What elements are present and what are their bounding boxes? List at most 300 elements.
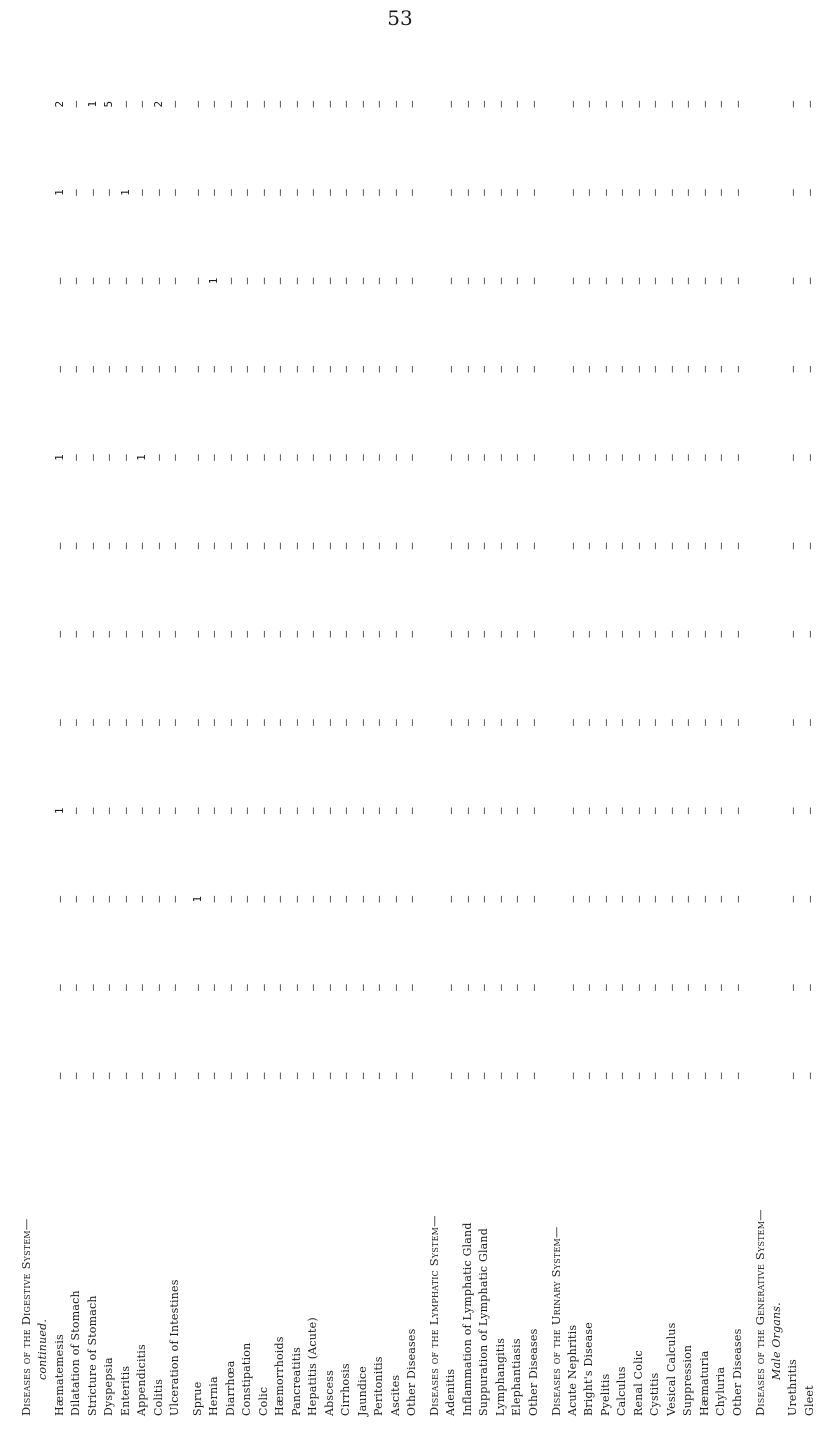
table-cell: — bbox=[52, 895, 66, 903]
table-cell: — bbox=[339, 277, 352, 285]
table-cell: — bbox=[648, 895, 661, 903]
row-cells bbox=[731, 60, 744, 1120]
table-cell: — bbox=[388, 365, 402, 373]
table-cell: — bbox=[730, 454, 744, 461]
table-cell: — bbox=[460, 807, 474, 815]
table-cell: — bbox=[207, 365, 220, 373]
table-cell: — bbox=[135, 100, 148, 108]
table-cell: — bbox=[510, 365, 523, 373]
table-cell: — bbox=[355, 807, 369, 815]
table-cell: — bbox=[802, 807, 816, 815]
row-label: Bright's Disease bbox=[582, 1322, 595, 1416]
table-cell: — bbox=[565, 100, 579, 108]
table-cell: — bbox=[444, 1072, 457, 1080]
table-cell: — bbox=[615, 542, 628, 550]
table-cell: — bbox=[339, 454, 352, 461]
table-cell: — bbox=[273, 984, 286, 991]
table-cell: — bbox=[256, 189, 270, 196]
table-cell: — bbox=[240, 630, 253, 638]
table-cell: — bbox=[493, 895, 507, 903]
table-cell: — bbox=[339, 719, 352, 726]
table-cell: — bbox=[615, 1072, 628, 1080]
table-cell: — bbox=[388, 189, 402, 196]
table-cell: — bbox=[85, 189, 99, 196]
table-cell: — bbox=[444, 365, 457, 373]
table-cell: — bbox=[223, 277, 237, 285]
row-label: Acute Nephritis bbox=[565, 1324, 579, 1416]
table-cell: — bbox=[526, 719, 540, 726]
table-cell: — bbox=[207, 719, 220, 726]
table-cell: — bbox=[802, 630, 816, 638]
table-cell: — bbox=[477, 630, 490, 638]
table-cell: — bbox=[339, 365, 352, 373]
table-cell: — bbox=[240, 807, 253, 815]
table-cell: — bbox=[526, 100, 540, 108]
table-cell: — bbox=[477, 984, 490, 991]
table-cell: — bbox=[648, 542, 661, 550]
table-cell: — bbox=[697, 1072, 711, 1080]
table-cell: — bbox=[256, 277, 270, 285]
table-cell: — bbox=[615, 189, 628, 196]
table-cell: — bbox=[714, 189, 727, 196]
table-cell: — bbox=[52, 542, 66, 550]
table-cell: — bbox=[52, 277, 66, 285]
table-cell: — bbox=[526, 630, 540, 638]
table-cell: — bbox=[118, 100, 132, 108]
table-cell: — bbox=[648, 277, 661, 285]
ledger-table bbox=[0, 60, 816, 1420]
table-cell: — bbox=[405, 277, 418, 285]
table-cell: — bbox=[289, 630, 303, 638]
table-cell: — bbox=[289, 277, 303, 285]
table-cell: — bbox=[322, 277, 336, 285]
table-cell: — bbox=[240, 277, 253, 285]
table-cell: — bbox=[69, 895, 82, 903]
table-cell: — bbox=[460, 454, 474, 461]
table-cell: — bbox=[802, 189, 816, 196]
table-cell: — bbox=[355, 719, 369, 726]
table-cell: — bbox=[526, 189, 540, 196]
table-cell: — bbox=[256, 454, 270, 461]
table-cell: — bbox=[85, 719, 99, 726]
table-cell: — bbox=[135, 630, 148, 638]
table-cell: — bbox=[102, 807, 115, 815]
table-cell: — bbox=[256, 807, 270, 815]
table-cell: — bbox=[786, 1072, 799, 1080]
table-cell: — bbox=[714, 100, 727, 108]
table-cell: — bbox=[582, 189, 595, 196]
table-cell: — bbox=[460, 542, 474, 550]
table-cell: — bbox=[477, 542, 490, 550]
table-cell: — bbox=[339, 100, 352, 108]
table-cell: — bbox=[664, 807, 678, 815]
table-cell: — bbox=[714, 365, 727, 373]
row-label: Suppuration of Lymphatic Gland bbox=[477, 1228, 490, 1416]
table-cell: — bbox=[85, 1072, 99, 1080]
table-cell: — bbox=[615, 454, 628, 461]
table-cell: — bbox=[322, 365, 336, 373]
row-label: Pancreatitis bbox=[289, 1347, 303, 1416]
table-cell: — bbox=[510, 1072, 523, 1080]
table-cell: — bbox=[256, 719, 270, 726]
table-cell: — bbox=[526, 984, 540, 991]
table-cell: — bbox=[168, 984, 181, 991]
table-cell: — bbox=[510, 277, 523, 285]
table-cell: — bbox=[168, 719, 181, 726]
table-cell: — bbox=[223, 895, 237, 903]
table-cell: — bbox=[493, 542, 507, 550]
table-cell: — bbox=[631, 454, 645, 461]
table-cell: — bbox=[118, 277, 132, 285]
table-cell: — bbox=[256, 365, 270, 373]
table-cell: — bbox=[118, 454, 132, 461]
table-cell: 1 bbox=[118, 189, 132, 196]
table-cell: — bbox=[582, 365, 595, 373]
table-cell: — bbox=[372, 454, 385, 461]
table-cell: — bbox=[355, 189, 369, 196]
table-cell: — bbox=[681, 984, 694, 991]
table-cell: — bbox=[355, 895, 369, 903]
table-cell: — bbox=[306, 895, 319, 903]
table-cell: — bbox=[786, 984, 799, 991]
table-cell: — bbox=[460, 895, 474, 903]
table-cell: — bbox=[85, 454, 99, 461]
table-cell: — bbox=[615, 277, 628, 285]
table-cell: — bbox=[256, 984, 270, 991]
table-cell: — bbox=[697, 189, 711, 196]
table-cell: 2 bbox=[151, 100, 165, 108]
table-cell: — bbox=[322, 542, 336, 550]
table-cell: — bbox=[681, 277, 694, 285]
table-cell: — bbox=[493, 454, 507, 461]
table-cell: — bbox=[598, 984, 612, 991]
table-cell: — bbox=[240, 1072, 253, 1080]
table-cell: — bbox=[664, 277, 678, 285]
table-cell: — bbox=[598, 895, 612, 903]
table-cell: — bbox=[477, 189, 490, 196]
table-cell: — bbox=[69, 630, 82, 638]
row-label: Jaundice bbox=[355, 1366, 369, 1416]
table-cell: — bbox=[135, 542, 148, 550]
table-cell: — bbox=[664, 895, 678, 903]
table-cell: — bbox=[207, 542, 220, 550]
row-label: Ulceration of Intestines bbox=[168, 1279, 181, 1416]
table-cell: — bbox=[664, 630, 678, 638]
table-cell: — bbox=[240, 719, 253, 726]
table-cell: — bbox=[477, 1072, 490, 1080]
table-cell: — bbox=[85, 895, 99, 903]
row-label: Suppression bbox=[681, 1344, 694, 1416]
table-cell: — bbox=[582, 807, 595, 815]
table-cell: — bbox=[730, 189, 744, 196]
table-cell: — bbox=[598, 189, 612, 196]
table-cell: — bbox=[273, 542, 286, 550]
table-cell: — bbox=[289, 807, 303, 815]
table-cell: — bbox=[460, 984, 474, 991]
table-cell: — bbox=[273, 100, 286, 108]
table-cell: — bbox=[355, 542, 369, 550]
row-label: Colic bbox=[256, 1386, 270, 1416]
row-label: Urethritis bbox=[786, 1359, 799, 1416]
table-cell: — bbox=[388, 807, 402, 815]
table-cell: — bbox=[135, 895, 148, 903]
table-cell: — bbox=[355, 454, 369, 461]
table-cell: — bbox=[102, 895, 115, 903]
table-cell: — bbox=[223, 1072, 237, 1080]
table-cell: — bbox=[135, 719, 148, 726]
table-cell: — bbox=[714, 277, 727, 285]
table-cell: — bbox=[289, 984, 303, 991]
table-cell: — bbox=[118, 542, 132, 550]
table-cell: — bbox=[565, 454, 579, 461]
table-cell: — bbox=[526, 1072, 540, 1080]
page-number: 53 bbox=[387, 6, 413, 30]
table-cell: — bbox=[714, 1072, 727, 1080]
table-cell: — bbox=[388, 1072, 402, 1080]
table-cell: — bbox=[648, 100, 661, 108]
table-cell: — bbox=[207, 189, 220, 196]
table-cell: — bbox=[168, 189, 181, 196]
table-cell: — bbox=[151, 189, 165, 196]
table-cell: — bbox=[565, 365, 579, 373]
table-cell: — bbox=[207, 630, 220, 638]
table-cell: — bbox=[306, 719, 319, 726]
table-cell: — bbox=[207, 895, 220, 903]
table-cell: — bbox=[444, 277, 457, 285]
table-cell: — bbox=[289, 454, 303, 461]
table-cell: — bbox=[615, 365, 628, 373]
table-cell: — bbox=[151, 807, 165, 815]
row-label: Peritonitis bbox=[372, 1356, 385, 1416]
table-cell: — bbox=[322, 807, 336, 815]
table-cell: — bbox=[151, 1072, 165, 1080]
table-cell: — bbox=[372, 630, 385, 638]
table-cell: — bbox=[598, 542, 612, 550]
table-cell: — bbox=[565, 895, 579, 903]
table-cell: — bbox=[786, 454, 799, 461]
table-cell: — bbox=[372, 542, 385, 550]
row-label: Lymphangitis bbox=[493, 1337, 507, 1416]
table-cell: — bbox=[372, 189, 385, 196]
table-cell: — bbox=[135, 807, 148, 815]
table-cell: — bbox=[510, 719, 523, 726]
table-cell: — bbox=[339, 1072, 352, 1080]
table-cell: — bbox=[582, 454, 595, 461]
table-cell: — bbox=[681, 365, 694, 373]
table-cell: — bbox=[388, 277, 402, 285]
table-cell: — bbox=[565, 1072, 579, 1080]
table-cell: — bbox=[681, 1072, 694, 1080]
table-cell: — bbox=[405, 189, 418, 196]
row-label: Other Diseases bbox=[730, 1328, 744, 1416]
table-cell: — bbox=[477, 277, 490, 285]
table-cell: — bbox=[598, 277, 612, 285]
table-cell: — bbox=[493, 1072, 507, 1080]
table-cell: — bbox=[730, 630, 744, 638]
table-cell: — bbox=[355, 100, 369, 108]
table-cell: — bbox=[405, 365, 418, 373]
row-label: Dilatation of Stomach bbox=[69, 1290, 82, 1416]
table-cell: — bbox=[582, 277, 595, 285]
table-cell: — bbox=[405, 807, 418, 815]
table-cell: — bbox=[69, 189, 82, 196]
table-cell: — bbox=[69, 100, 82, 108]
table-cell: — bbox=[135, 189, 148, 196]
table-cell: — bbox=[444, 807, 457, 815]
row-label: Cirrhosis bbox=[339, 1363, 352, 1416]
table-cell: — bbox=[322, 189, 336, 196]
table-cell: — bbox=[460, 1072, 474, 1080]
table-cell: — bbox=[52, 719, 66, 726]
table-cell: — bbox=[85, 630, 99, 638]
table-cell: — bbox=[372, 895, 385, 903]
table-cell: — bbox=[493, 630, 507, 638]
table-cell: — bbox=[697, 454, 711, 461]
table-cell: — bbox=[118, 630, 132, 638]
table-cell: — bbox=[256, 100, 270, 108]
table-cell: — bbox=[444, 100, 457, 108]
table-cell: — bbox=[339, 189, 352, 196]
table-cell: — bbox=[168, 277, 181, 285]
table-cell: — bbox=[52, 984, 66, 991]
table-cell: — bbox=[273, 189, 286, 196]
table-cell: — bbox=[615, 719, 628, 726]
table-cell: — bbox=[322, 984, 336, 991]
table-cell: — bbox=[714, 984, 727, 991]
table-cell: — bbox=[207, 454, 220, 461]
table-cell: — bbox=[405, 542, 418, 550]
row-label: Ascites bbox=[388, 1374, 402, 1416]
table-cell: — bbox=[306, 365, 319, 373]
row-label: Enteritis bbox=[118, 1365, 132, 1416]
group-heading-text: Diseases of the Urinary System— bbox=[548, 1226, 563, 1416]
table-cell: — bbox=[802, 100, 816, 108]
table-cell: — bbox=[786, 807, 799, 815]
table-cell: — bbox=[273, 719, 286, 726]
table-cell: 1 bbox=[85, 100, 99, 108]
table-cell: — bbox=[714, 807, 727, 815]
table-cell: — bbox=[582, 630, 595, 638]
table-cell: — bbox=[802, 454, 816, 461]
row-label: Appendicitis bbox=[135, 1344, 148, 1416]
row-label: Gleet bbox=[802, 1385, 816, 1416]
table-cell: — bbox=[477, 454, 490, 461]
table-cell: — bbox=[615, 895, 628, 903]
table-cell: — bbox=[526, 542, 540, 550]
table-cell: — bbox=[223, 542, 237, 550]
table-cell: — bbox=[52, 630, 66, 638]
table-cell: — bbox=[339, 630, 352, 638]
table-cell: — bbox=[372, 984, 385, 991]
table-cell: — bbox=[565, 630, 579, 638]
row-label: Inflammation of Lymphatic Gland bbox=[460, 1222, 474, 1416]
table-cell: — bbox=[190, 189, 204, 196]
table-cell: — bbox=[151, 984, 165, 991]
row-label: Colitis bbox=[151, 1378, 165, 1416]
table-cell: — bbox=[526, 454, 540, 461]
table-cell: — bbox=[102, 365, 115, 373]
table-cell: — bbox=[615, 984, 628, 991]
table-cell: — bbox=[289, 719, 303, 726]
table-cell: — bbox=[118, 1072, 132, 1080]
table-cell: — bbox=[802, 984, 816, 991]
row-label: Sprue bbox=[190, 1381, 204, 1416]
table-cell: — bbox=[714, 895, 727, 903]
table-cell: — bbox=[207, 1072, 220, 1080]
table-cell: — bbox=[322, 100, 336, 108]
table-cell: — bbox=[85, 542, 99, 550]
table-cell: — bbox=[444, 895, 457, 903]
row-label: Cystitis bbox=[648, 1372, 661, 1416]
table-cell: — bbox=[388, 719, 402, 726]
table-cell: — bbox=[135, 984, 148, 991]
table-cell: — bbox=[648, 984, 661, 991]
table-cell: — bbox=[510, 542, 523, 550]
row-label: Hepatitis (Acute) bbox=[306, 1317, 319, 1416]
table-cell: — bbox=[681, 454, 694, 461]
table-cell: — bbox=[322, 895, 336, 903]
table-cell: — bbox=[648, 454, 661, 461]
table-cell: — bbox=[102, 542, 115, 550]
row-label: Other Diseases bbox=[405, 1328, 418, 1416]
group-heading-text: Diseases of the Generative System— bbox=[752, 1209, 767, 1416]
table-cell: — bbox=[339, 895, 352, 903]
table-cell: — bbox=[802, 277, 816, 285]
table-cell: — bbox=[582, 895, 595, 903]
table-cell: — bbox=[355, 984, 369, 991]
table-cell: — bbox=[190, 542, 204, 550]
table-cell: — bbox=[786, 277, 799, 285]
table-cell: — bbox=[355, 630, 369, 638]
table-cell: — bbox=[151, 277, 165, 285]
table-cell: — bbox=[664, 1072, 678, 1080]
row-label: Stricture of Stomach bbox=[85, 1295, 99, 1416]
group-heading-text: Diseases of the Digestive System— bbox=[19, 1218, 33, 1416]
table-cell: — bbox=[582, 984, 595, 991]
table-cell: — bbox=[598, 1072, 612, 1080]
table-cell: — bbox=[477, 895, 490, 903]
table-cell: — bbox=[493, 807, 507, 815]
table-cell: — bbox=[168, 630, 181, 638]
table-cell: — bbox=[289, 189, 303, 196]
table-cell: — bbox=[598, 365, 612, 373]
table-cell: — bbox=[460, 365, 474, 373]
table-cell: — bbox=[681, 100, 694, 108]
row-label: Vesical Calculus bbox=[664, 1322, 678, 1416]
table-cell: — bbox=[168, 807, 181, 815]
row-label: Hæmaturia bbox=[697, 1350, 711, 1416]
table-cell: — bbox=[697, 100, 711, 108]
table-cell: — bbox=[681, 895, 694, 903]
row-label: Dyspepsia bbox=[102, 1357, 115, 1416]
table-cell: — bbox=[223, 630, 237, 638]
table-cell: — bbox=[273, 807, 286, 815]
table-cell: — bbox=[631, 807, 645, 815]
table-cell: — bbox=[582, 542, 595, 550]
table-cell: — bbox=[85, 365, 99, 373]
table-cell: — bbox=[477, 719, 490, 726]
table-cell: — bbox=[786, 630, 799, 638]
table-cell: — bbox=[405, 719, 418, 726]
table-cell: — bbox=[565, 189, 579, 196]
row-cells bbox=[803, 60, 816, 1120]
table-cell: — bbox=[786, 542, 799, 550]
table-cell: — bbox=[388, 895, 402, 903]
table-cell: — bbox=[510, 895, 523, 903]
table-cell: — bbox=[648, 719, 661, 726]
row-label: Chyluria bbox=[714, 1366, 727, 1416]
table-cell: — bbox=[151, 895, 165, 903]
